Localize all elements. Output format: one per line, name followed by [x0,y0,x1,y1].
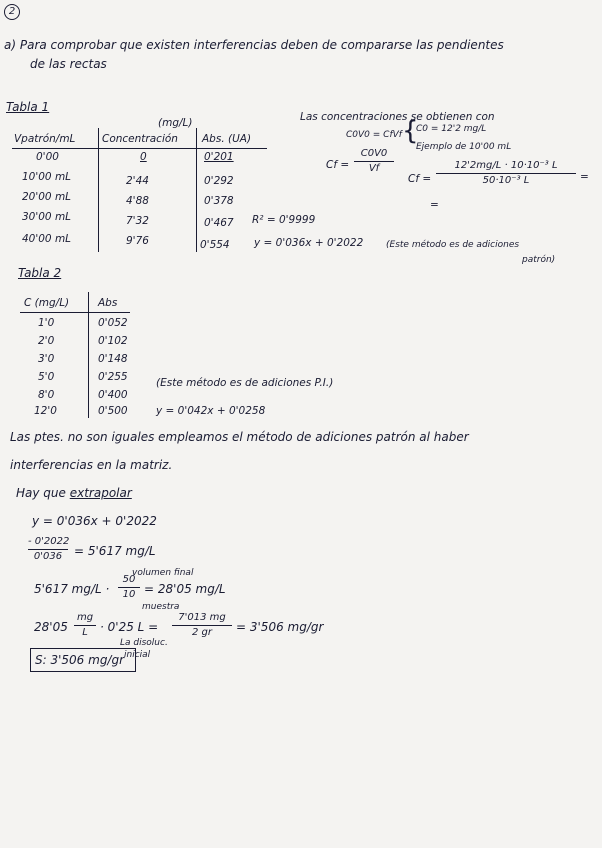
table1-cell: 0'554 [200,239,230,251]
intro-line-1: a) Para comprobar que existen interferencias deben de compararse las pendientes [4,38,504,52]
table1-cell: 40'00 mL [22,233,72,245]
table1-method-note-2: patrón) [522,255,556,265]
extrapolate-heading-a: Hay que [16,486,66,500]
step2-num: 50 [122,574,136,585]
step3-mass-fraction [172,612,232,639]
table2-cell: 0'255 [98,371,128,383]
table2-cell: 1'0 [38,317,55,329]
table1-equation: y = 0'036x + 0'2022 [254,237,364,249]
intro-line-2: de las rectas [30,57,107,71]
example-cf-label: Cf = [408,173,432,185]
table2-cell: 8'0 [38,389,55,401]
final-answer: S: 3'506 mg/gr [35,653,125,667]
table1-cell: 4'88 [126,195,149,207]
table1-col-rule-1 [98,128,99,252]
table2-title: Tabla 2 [18,266,62,280]
table1-cell: 7'32 [126,215,149,227]
table1-cell: 0'201 [204,151,234,163]
brace: { [402,116,419,146]
cf-numerator: C0V0 [360,148,388,159]
extrapolate-heading [16,486,132,500]
step2-fraction [118,574,140,601]
note-volumen-final: volumen final [132,568,194,578]
step2-den: 10 [122,589,136,600]
table1-method-note-1: (Este método es de adiciones [386,240,520,250]
extrapolate-frac-num: - 0'2022 [28,536,70,547]
example-fraction [436,160,576,187]
table2-cell: 0'102 [98,335,128,347]
table1-cell: 0'467 [204,217,234,229]
note-inicial: inicial [124,650,151,660]
table2-cell: 12'0 [34,405,57,417]
example-numerator: 12'2mg/L · 10·10⁻³ L [454,160,558,171]
table2-cell: 3'0 [38,353,55,365]
step2-prefix: 5'617 mg/L · [34,582,110,596]
step3-den: L [82,627,88,638]
table1-cell: 0'00 [36,151,59,163]
cf-fraction [354,148,394,175]
conclusion-line-1: Las ptes. no son iguales empleamos el método de adiciones patrón al haber [10,430,469,444]
step2-result: = 28'05 mg/L [144,582,226,596]
table1-cell: 0'378 [204,195,234,207]
step3-volume: · 0'25 L = [100,620,159,634]
step3-value: 28'05 [34,620,68,634]
table1-unit-note: (mg/L) [158,117,193,129]
step3-result: = 3'506 mg/gr [236,620,324,634]
final-answer-box [30,648,136,672]
extrapolate-equation: y = 0'036x + 0'2022 [32,514,157,528]
note-la-disolucion: La disoluc. [120,638,168,648]
table2-cell: 0'052 [98,317,128,329]
table2-header-c: C (mg/L) [24,297,70,309]
table1-title: Tabla 1 [6,100,50,114]
example-equals-2: = [430,199,439,211]
table1-header-abs: Abs. (UA) [202,133,252,145]
cf-denominator: Vf [368,163,380,174]
table1-header-vpatron: Vpatrón/mL [14,133,76,145]
table1-cell: 0'292 [204,175,234,187]
note-muestra: muestra [142,602,180,612]
table2-col-rule [88,292,89,418]
extrapolate-fraction [28,536,68,563]
dilution-formula: C0V0 = CfVf [346,130,402,140]
table1-header-concentration: Concentración [102,133,178,145]
table2-cell: 0'400 [98,389,128,401]
table1-r2: R² = 0'9999 [252,214,316,226]
table1-cell: 30'00 mL [22,211,72,223]
table1-col-rule-2 [196,128,197,252]
table1-cell: 20'00 mL [22,191,72,203]
table2-method-note: (Este método es de adiciones P.I.) [156,377,334,389]
step3-unit-fraction [74,612,96,639]
table2-cell: 0'500 [98,405,128,417]
example-equals: = [580,171,589,183]
example-label: Ejemplo de 10'00 mL [416,142,512,152]
table1-cell: 2'44 [126,175,149,187]
extrapolate-heading-b: extrapolar [69,486,132,500]
step3-num: mg [76,612,94,623]
c0-value: C0 = 12'2 mg/L [416,124,487,134]
example-denominator: 50·10⁻³ L [482,175,530,186]
page-number: 2 [4,4,20,20]
table2-header-abs: Abs [98,297,118,309]
table2-cell: 0'148 [98,353,128,365]
table2-cell: 5'0 [38,371,55,383]
table2-cell: 2'0 [38,335,55,347]
step3-den2: 2 gr [192,627,212,638]
cf-label: Cf = [326,159,350,171]
table1-cell: 9'76 [126,235,149,247]
concentration-heading: Las concentraciones se obtienen con [300,111,495,123]
extrapolate-result: = 5'617 mg/L [74,544,156,558]
table2-header-rule [20,312,130,313]
table2-equation: y = 0'042x + 0'0258 [156,405,266,417]
extrapolate-frac-den: 0'036 [33,551,63,562]
table1-cell: 0 [140,151,147,163]
conclusion-line-2: interferencias en la matriz. [10,458,173,472]
table1-cell: 10'00 mL [22,171,72,183]
step3-num2: 7'013 mg [178,612,226,623]
